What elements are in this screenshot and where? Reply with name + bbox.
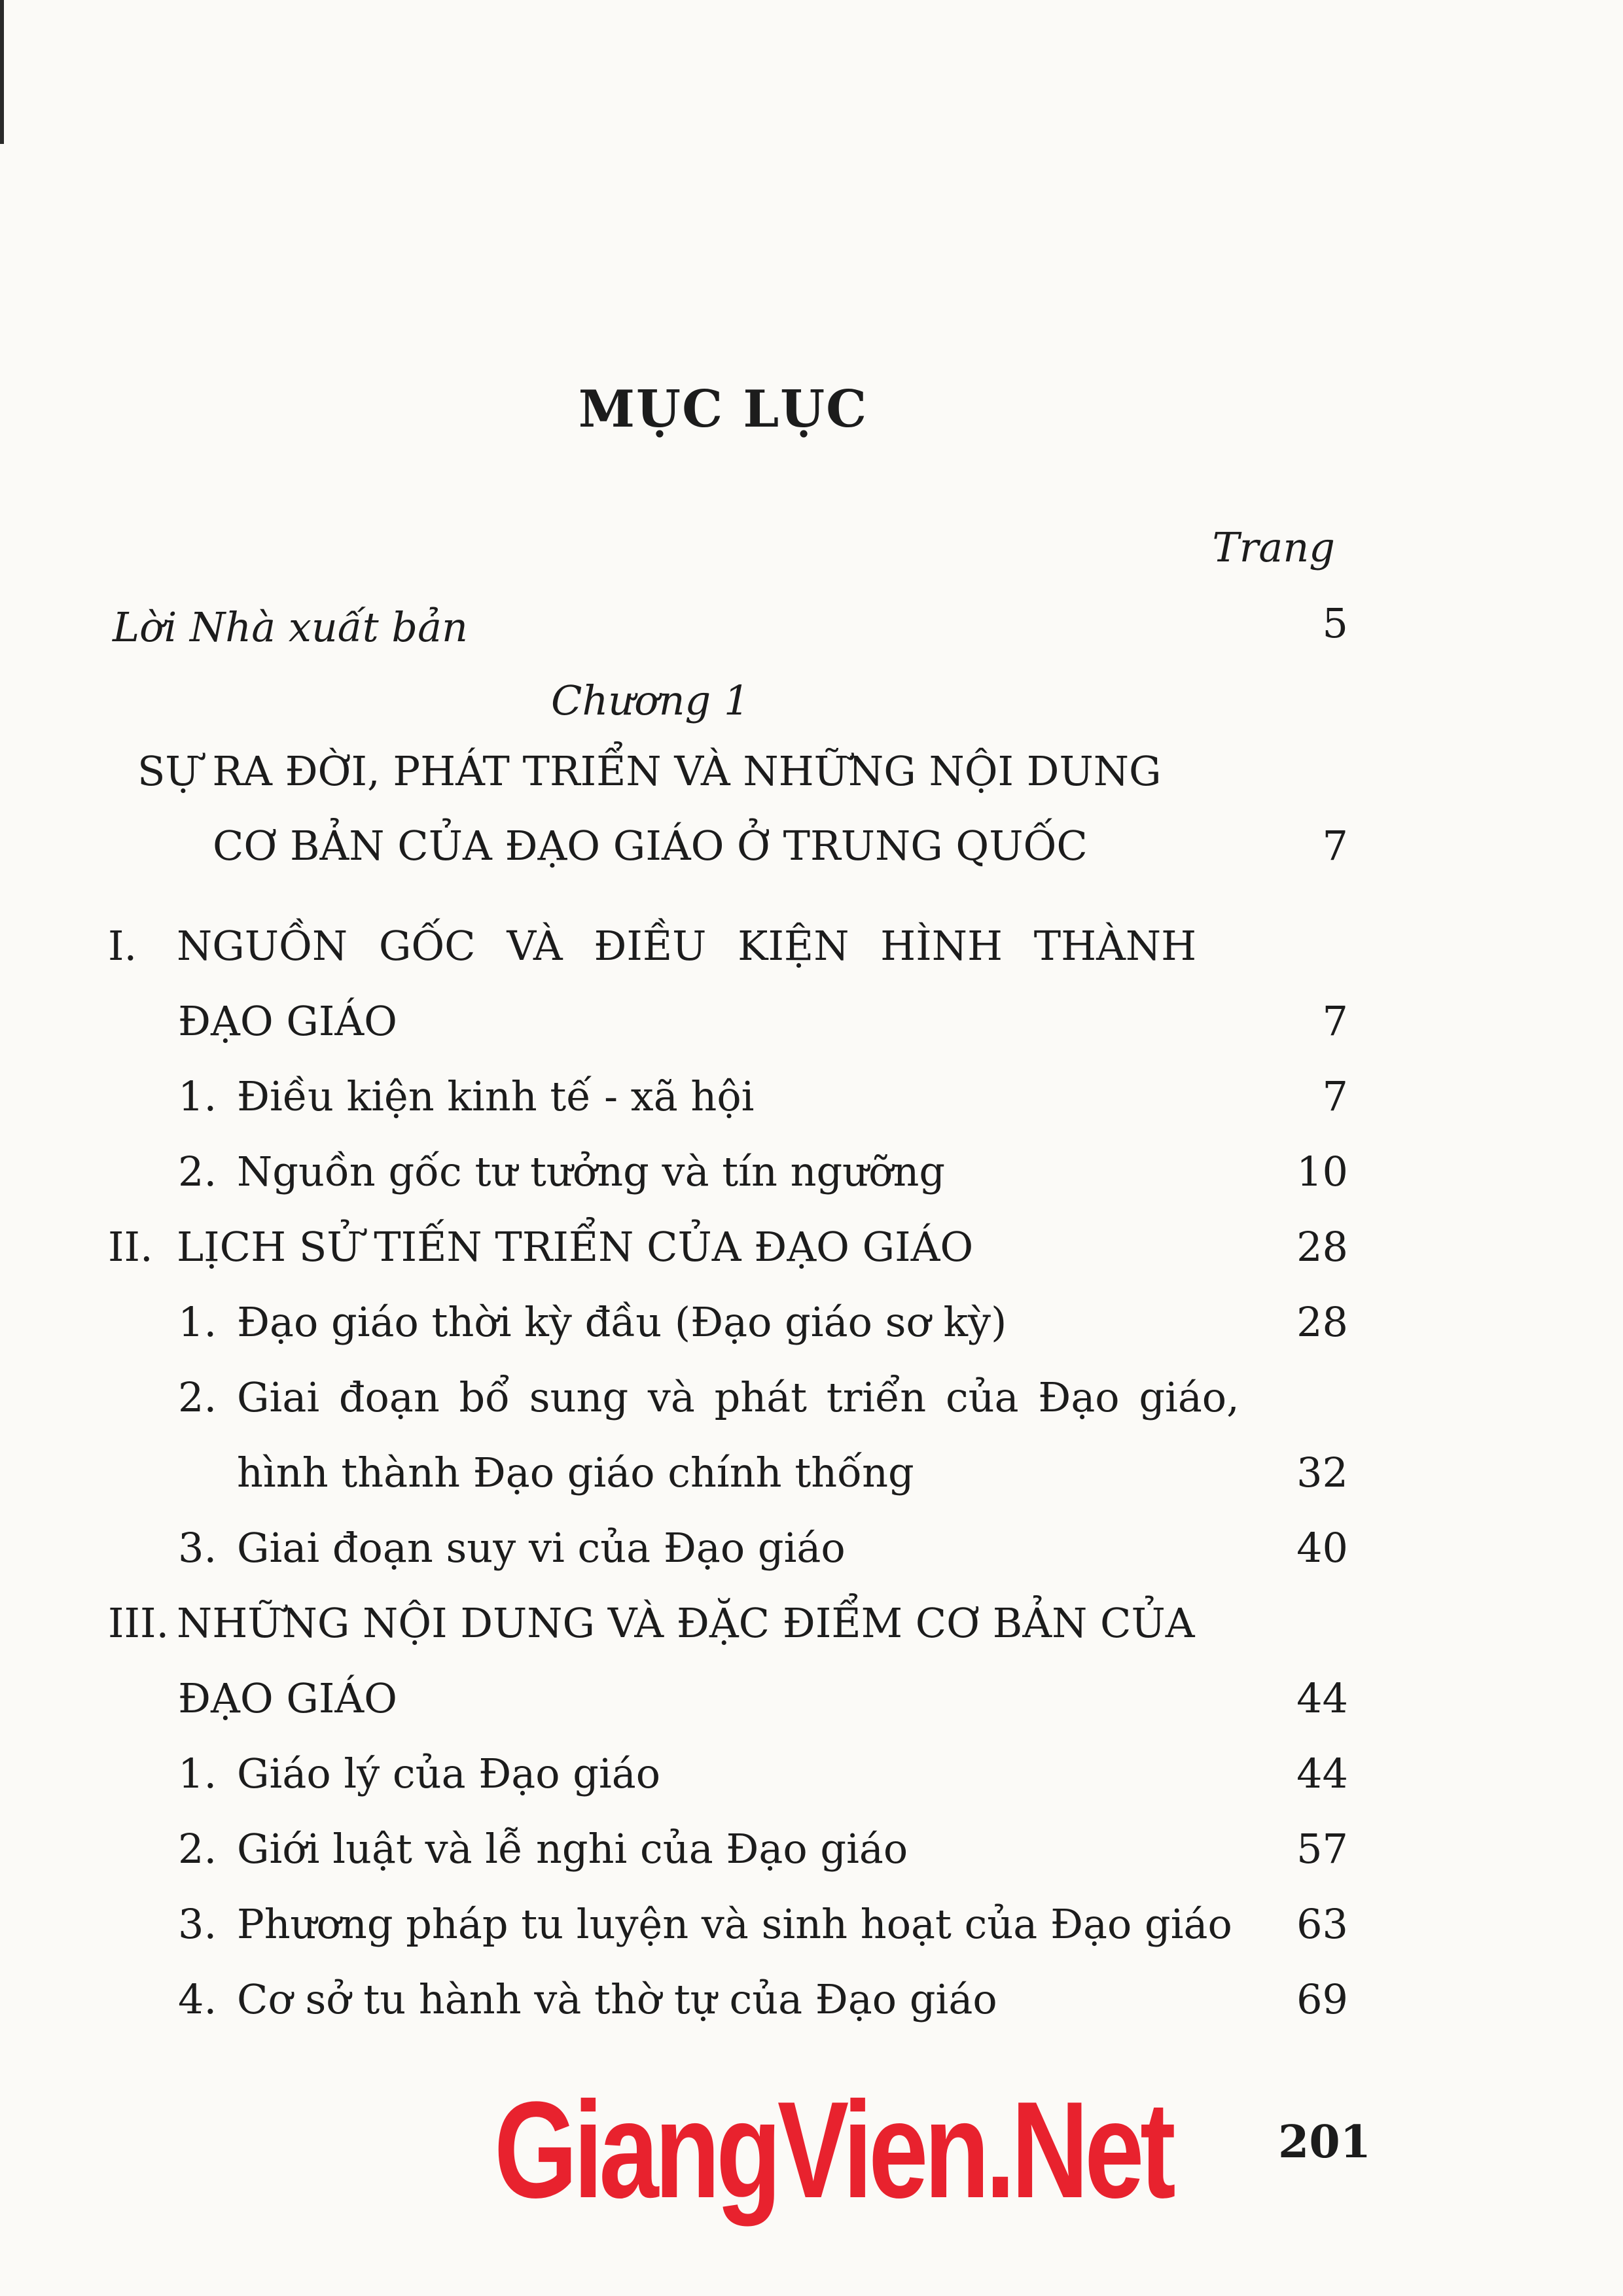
subsection-entry <box>178 1148 946 1195</box>
toc-entry-page: 69 <box>1296 1975 1348 2023</box>
chapter-title-line-1: SỰ RA ĐỜI, PHÁT TRIỂN VÀ NHỮNG NỘI DUNG <box>137 747 1162 795</box>
section-heading-cont: ĐẠO GIÁO <box>178 1674 397 1722</box>
toc-entry-page: 10 <box>1296 1148 1348 1195</box>
subsection-entry <box>178 1072 755 1120</box>
subsection-text: Đạo giáo thời kỳ đầu (Đạo giáo sơ kỳ) <box>237 1298 1007 1346</box>
subsection-text: Giới luật và lễ nghi của Đạo giáo <box>237 1825 908 1873</box>
section-heading <box>108 1599 1195 1647</box>
section-number: I. <box>108 922 137 970</box>
subsection-entry <box>178 1373 1240 1421</box>
subsection-number: 4. <box>178 1975 217 2023</box>
toc-entry-page: 44 <box>1296 1750 1348 1797</box>
section-text: LỊCH SỬ TIẾN TRIỂN CỦA ĐẠO GIÁO <box>177 1223 974 1271</box>
toc-entry-page: 7 <box>1322 1072 1348 1120</box>
subsection-text: Giai đoạn suy vi của Đạo giáo <box>237 1524 846 1572</box>
subsection-text: Giai đoạn bổ sung và phát triển của Đạo giáo, <box>237 1373 1240 1421</box>
section-text: NGUỒN GỐC VÀ ĐIỀU KIỆN HÌNH THÀNH <box>177 922 1197 970</box>
chapter-title-line-2: CƠ BẢN CỦA ĐẠO GIÁO Ở TRUNG QUỐC <box>213 822 1088 870</box>
subsection-number: 2. <box>178 1825 217 1873</box>
toc-entry-page: 63 <box>1296 1900 1348 1948</box>
subsection-text: Cơ sở tu hành và thờ tự của Đạo giáo <box>237 1975 997 2023</box>
toc-entry-page: 28 <box>1296 1298 1348 1346</box>
subsection-entry <box>178 1975 997 2023</box>
toc-entry-page: 32 <box>1296 1449 1348 1496</box>
toc-entry-page: 57 <box>1296 1825 1348 1873</box>
subsection-entry <box>178 1298 1007 1346</box>
subsection-entry <box>178 1750 661 1797</box>
toc-entry-page: 7 <box>1322 822 1348 870</box>
subsection-number: 1. <box>178 1072 217 1120</box>
page-number: 201 <box>1278 2116 1371 2168</box>
section-text: NHỮNG NỘI DUNG VÀ ĐẶC ĐIỂM CƠ BẢN CỦA <box>177 1599 1195 1647</box>
toc-entry-page: 40 <box>1296 1524 1348 1572</box>
section-heading <box>108 1223 974 1271</box>
toc-entry-text: Lời Nhà xuất bản <box>113 603 468 651</box>
page-column-label: Trang <box>1212 523 1335 571</box>
chapter-label: Chương 1 <box>551 677 750 724</box>
section-number: II. <box>108 1223 153 1271</box>
subsection-number: 1. <box>178 1298 217 1346</box>
subsection-number: 2. <box>178 1148 217 1195</box>
subsection-entry <box>178 1825 908 1873</box>
subsection-number: 2. <box>178 1373 217 1421</box>
toc-entry-page: 5 <box>1322 599 1348 647</box>
subsection-number: 1. <box>178 1750 217 1797</box>
subsection-text: Giáo lý của Đạo giáo <box>237 1750 661 1797</box>
subsection-number: 3. <box>178 1524 217 1572</box>
page-title: MỤC LỤC <box>578 380 868 439</box>
section-heading-cont: ĐẠO GIÁO <box>178 997 397 1045</box>
scan-edge <box>0 0 4 144</box>
toc-entry-page: 7 <box>1322 997 1348 1045</box>
toc-entry-page: 44 <box>1296 1674 1348 1722</box>
toc-entry <box>113 603 468 651</box>
subsection-entry <box>178 1900 1232 1948</box>
subsection-text: Phương pháp tu luyện và sinh hoạt của Đạo giáo <box>237 1900 1232 1948</box>
subsection-text: Nguồn gốc tư tưởng và tín ngưỡng <box>237 1148 946 1195</box>
section-number: III. <box>108 1599 169 1647</box>
toc-entry-page: 28 <box>1296 1223 1348 1271</box>
subsection-entry-cont: hình thành Đạo giáo chính thống <box>237 1449 914 1496</box>
watermark-logo: GiangVien.Net <box>494 2073 1172 2227</box>
subsection-entry <box>178 1524 846 1572</box>
section-heading <box>108 922 1197 970</box>
subsection-text: Điều kiện kinh tế - xã hội <box>237 1072 755 1120</box>
subsection-number: 3. <box>178 1900 217 1948</box>
